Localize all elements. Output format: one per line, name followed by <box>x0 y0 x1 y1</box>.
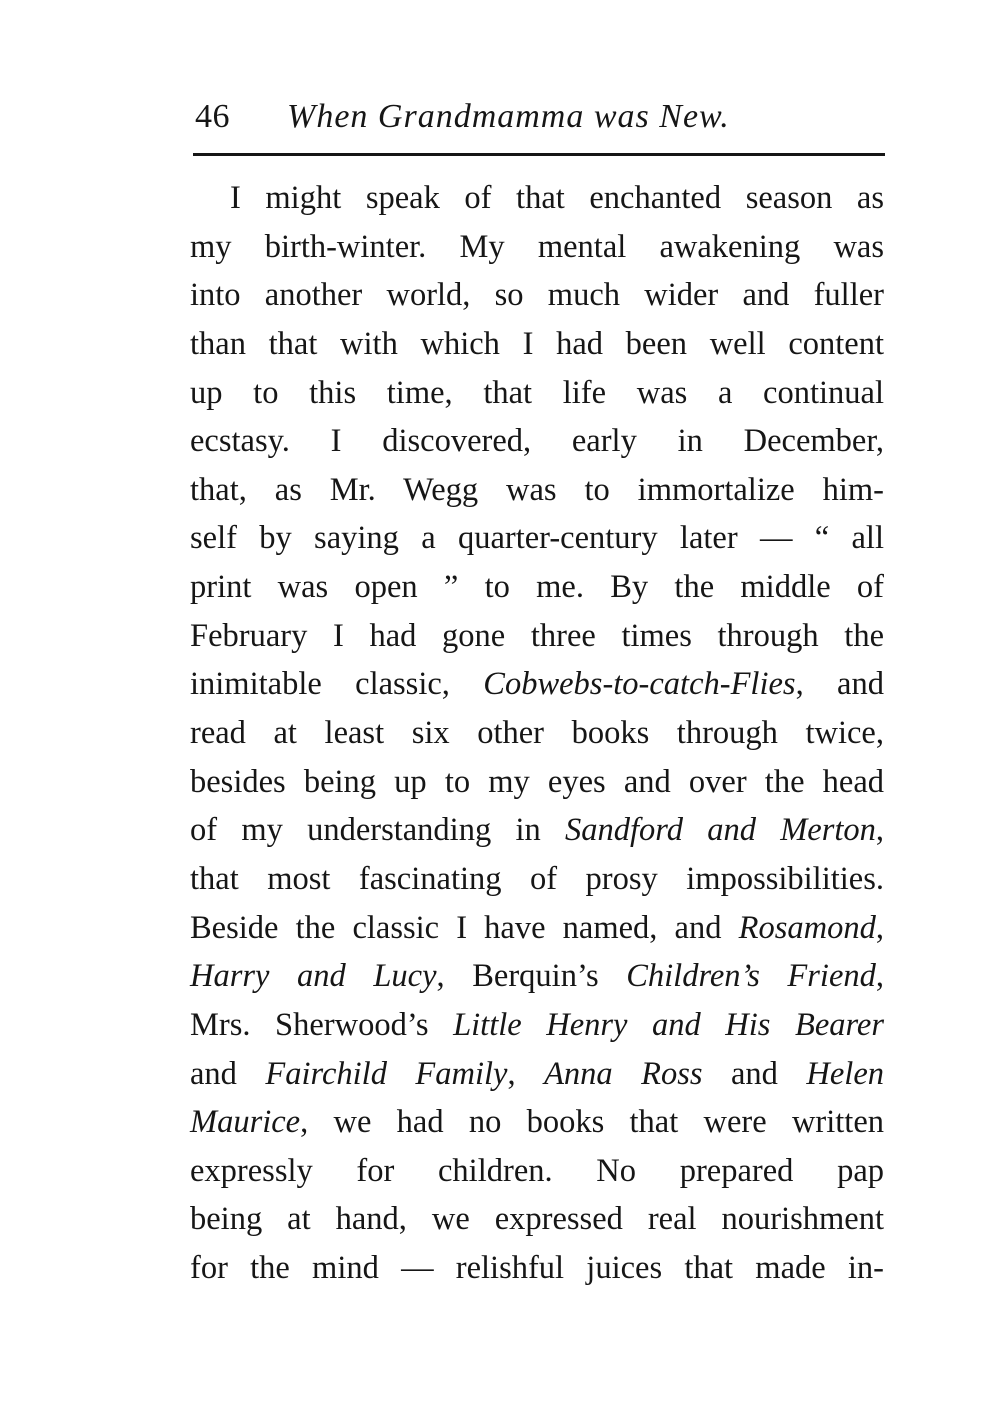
italic-title: Anna Ross <box>544 1055 703 1092</box>
text-line <box>190 709 884 758</box>
text-segment: , <box>507 1055 545 1092</box>
italic-title: Helen <box>806 1055 884 1092</box>
text-line <box>190 1195 884 1244</box>
text-line <box>190 174 884 223</box>
text-segment: and <box>702 1055 807 1092</box>
text-segment: ecstasy. I discovered, early in December, <box>190 423 884 460</box>
text-segment: of my understanding in <box>190 812 565 849</box>
text-segment: that most fascinating of prosy impossibilities. <box>190 860 884 897</box>
text-line <box>190 514 884 563</box>
text-line <box>190 1050 884 1099</box>
italic-title: Sandford and Merton <box>564 812 876 849</box>
text-line <box>190 612 884 661</box>
text-line <box>190 466 884 515</box>
text-line <box>190 1098 884 1147</box>
text-segment: , <box>875 909 884 946</box>
header-rule <box>193 153 885 156</box>
text-segment: self by saying a quarter-century later — “ all <box>190 520 884 557</box>
text-line <box>190 952 884 1001</box>
text-segment: Beside the classic I have named, and <box>190 909 739 946</box>
text-segment: than that with which I had been well content <box>190 325 884 362</box>
italic-title: Children’s Friend <box>626 958 876 995</box>
text-line <box>190 1001 884 1050</box>
italic-title: Little Henry and His Bearer <box>453 1006 885 1043</box>
italic-title: Rosamond <box>738 909 876 946</box>
italic-title: Maurice <box>190 1104 301 1141</box>
text-segment: , we had no books that were written <box>300 1104 884 1141</box>
text-segment: February I had gone three times through the <box>190 617 884 654</box>
text-segment: , <box>875 812 884 849</box>
body-text <box>190 174 884 1293</box>
text-line <box>190 417 884 466</box>
text-line <box>190 758 884 807</box>
page-number: 46 <box>195 98 230 135</box>
text-line <box>190 223 884 272</box>
italic-title: Harry and Lucy <box>190 958 437 995</box>
italic-title: Fairchild Family <box>265 1055 508 1092</box>
text-segment: Mrs. Sherwood’s <box>190 1006 454 1043</box>
text-line <box>190 369 884 418</box>
text-line <box>190 1147 884 1196</box>
text-segment: into another world, so much wider and fuller <box>190 277 884 314</box>
text-segment: read at least six other books through twice, <box>190 715 884 752</box>
text-line <box>190 563 884 612</box>
text-line <box>190 1244 884 1293</box>
text-segment: and <box>190 1055 266 1092</box>
text-segment: besides being up to my eyes and over the head <box>190 763 884 800</box>
text-segment: print was open ” to me. By the middle of <box>190 569 884 606</box>
text-line <box>190 904 884 953</box>
text-line <box>190 806 884 855</box>
text-segment: I might speak of that enchanted season as <box>230 180 884 216</box>
running-title: When Grandmamma was New. <box>287 98 730 135</box>
text-segment: for the mind — relishful juices that made in- <box>190 1250 884 1287</box>
text-segment: that, as Mr. Wegg was to immortalize him- <box>190 471 884 508</box>
text-segment: my birth-winter. My mental awakening was <box>190 228 884 265</box>
text-segment: expressly for children. No prepared pap <box>190 1152 884 1189</box>
italic-title: Cobwebs-to-catch-Flies <box>483 666 796 703</box>
text-segment: , Berquin’s <box>436 958 627 995</box>
text-line <box>190 660 884 709</box>
text-segment: inimitable classic, <box>190 666 484 703</box>
text-line <box>190 320 884 369</box>
page-header <box>195 98 885 146</box>
text-line <box>190 271 884 320</box>
text-line <box>190 855 884 904</box>
text-segment: , and <box>795 666 884 703</box>
text-segment: , <box>875 958 884 995</box>
text-segment: being at hand, we expressed real nourishment <box>190 1201 884 1238</box>
text-segment: up to this time, that life was a continual <box>190 374 884 411</box>
